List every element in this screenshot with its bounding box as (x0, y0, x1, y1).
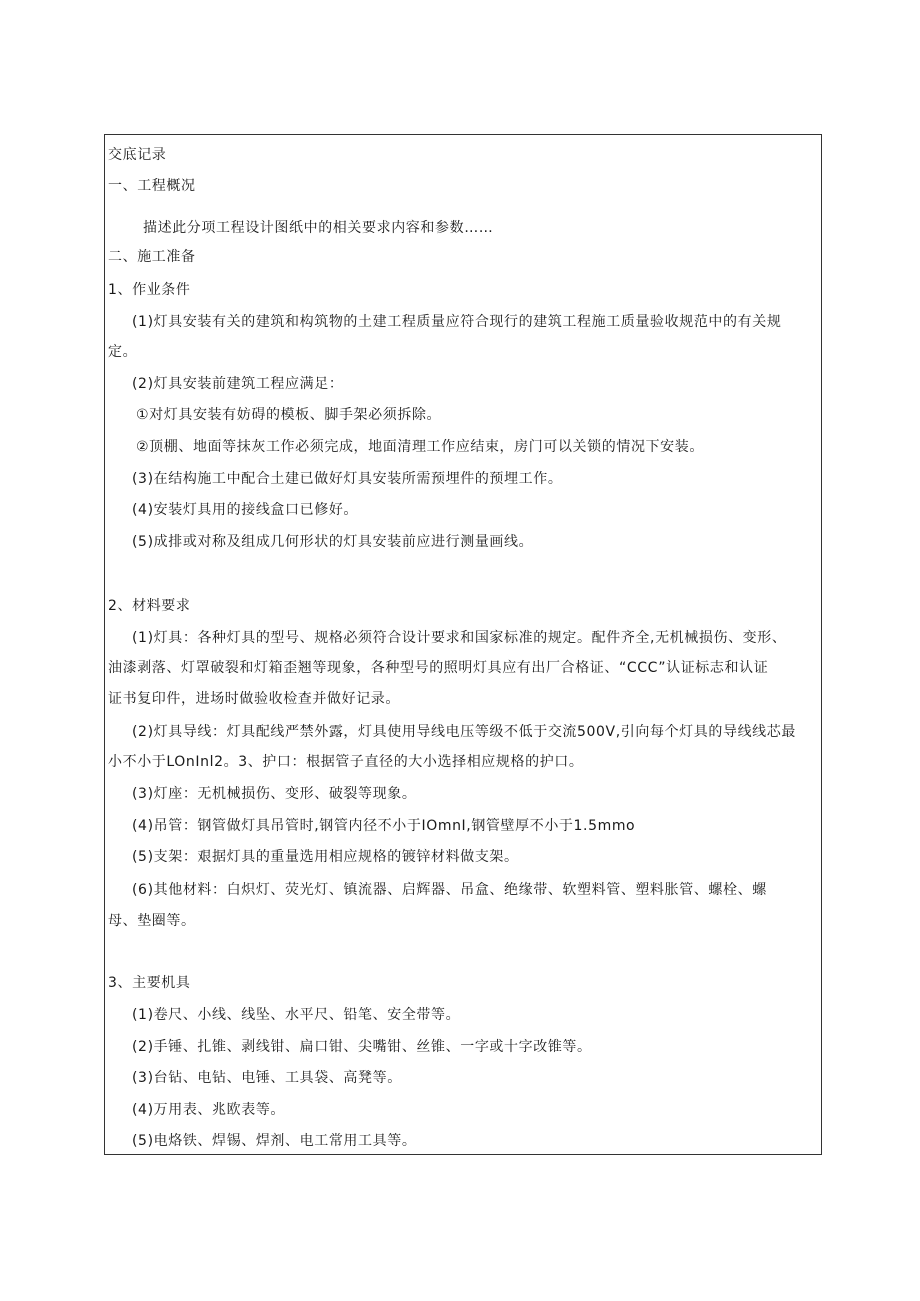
overview-description: 描述此分项工程设计图纸中的相关要求内容和参数…… (143, 220, 494, 236)
material-item-6-line-2: 母、垫圈等。 (108, 913, 196, 929)
material-item-5: (5)支架：艰据灯具的重量选用相应规格的镀锌材料做支架。 (132, 849, 519, 865)
condition-item-5: (5)成排或对称及组成几何形状的灯具安装前应进行测量画线。 (132, 534, 534, 550)
material-item-1-line-2: 油漆剥落、灯罩破裂和灯箱歪翘等现象，各种型号的照明灯具应有出厂合格证、“CCC”认证标志和认证 (108, 660, 769, 676)
tool-item-5: (5)电烙铁、焊锡、焊剂、电工常用工具等。 (132, 1133, 417, 1149)
material-item-2-line-2: 小不小于LOnInl2。3、护口：根据管子直径的大小选择相应规格的护口。 (108, 754, 584, 770)
condition-item-3: (3)在结构施工中配合土建已做好灯具安装所需预埋件的预埋工作。 (132, 471, 563, 487)
subsection-heading-tools: 3、主要机具 (108, 975, 191, 991)
subsection-heading-work-conditions: 1、作业条件 (108, 282, 191, 298)
condition-item-2: (2)灯具安装前建筑工程应满足： (132, 376, 344, 392)
section-heading-overview: 一、工程概况 (108, 178, 196, 194)
condition-item-2-sub-2: ②顶棚、地面等抹灰工作必须完成，地面清理工作应结束，房门可以关锁的情况下安装。 (136, 439, 704, 455)
condition-item-1-line-2: 定。 (108, 344, 138, 360)
section-heading-preparation: 二、施工准备 (108, 249, 196, 265)
tool-item-1: (1)卷尺、小线、线坠、水平尺、铅笔、安全带等。 (132, 1007, 461, 1023)
condition-item-4: (4)安装灯具用的接线盒口已修好。 (132, 502, 359, 518)
subsection-heading-materials: 2、材料要求 (108, 598, 191, 614)
tool-item-4: (4)万用表、兆欧表等。 (132, 1102, 286, 1118)
material-item-1-line-1: (1)灯具：各种灯具的型号、规格必须符合设计要求和国家标准的规定。配件齐全,无机械损伤、变形、 (132, 630, 787, 646)
material-item-4: (4)吊管：钢管做灯具吊管时,钢管内径不小于IOmnI,钢管壁厚不小于1.5mmo (132, 818, 636, 834)
condition-item-1-line-1: (1)灯具安装有关的建筑和构筑物的土建工程质量应符合现行的建筑工程施工质量验收规范中的有关规 (132, 314, 782, 330)
condition-item-2-sub-1: ①对灯具安装有妨碍的模板、脚手架必须拆除。 (136, 407, 442, 423)
tool-item-3: (3)台钻、电钻、电锤、工具袋、高凳等。 (132, 1070, 402, 1086)
material-item-2-line-1: (2)灯具导线：灯具配线严禁外露，灯具使用导线电压等级不低于交流500V,引向每个灯具的导线线芯最 (132, 724, 796, 740)
tool-item-2: (2)手锤、扎锥、剥线钳、扁口钳、尖嘴钳、丝锥、一字或十字改锥等。 (132, 1039, 592, 1055)
material-item-6-line-1: (6)其他材料：白炽灯、荧光灯、镇流器、启辉器、吊盒、绝缘带、软塑料管、塑料胀管、螺栓、螺 (132, 882, 767, 898)
material-item-1-line-3: 证书复印件，进场时做验收检查并做好记录。 (108, 691, 400, 707)
material-item-3: (3)灯座：无机械损伤、变形、破裂等现象。 (132, 786, 417, 802)
record-title: 交底记录 (108, 147, 167, 163)
